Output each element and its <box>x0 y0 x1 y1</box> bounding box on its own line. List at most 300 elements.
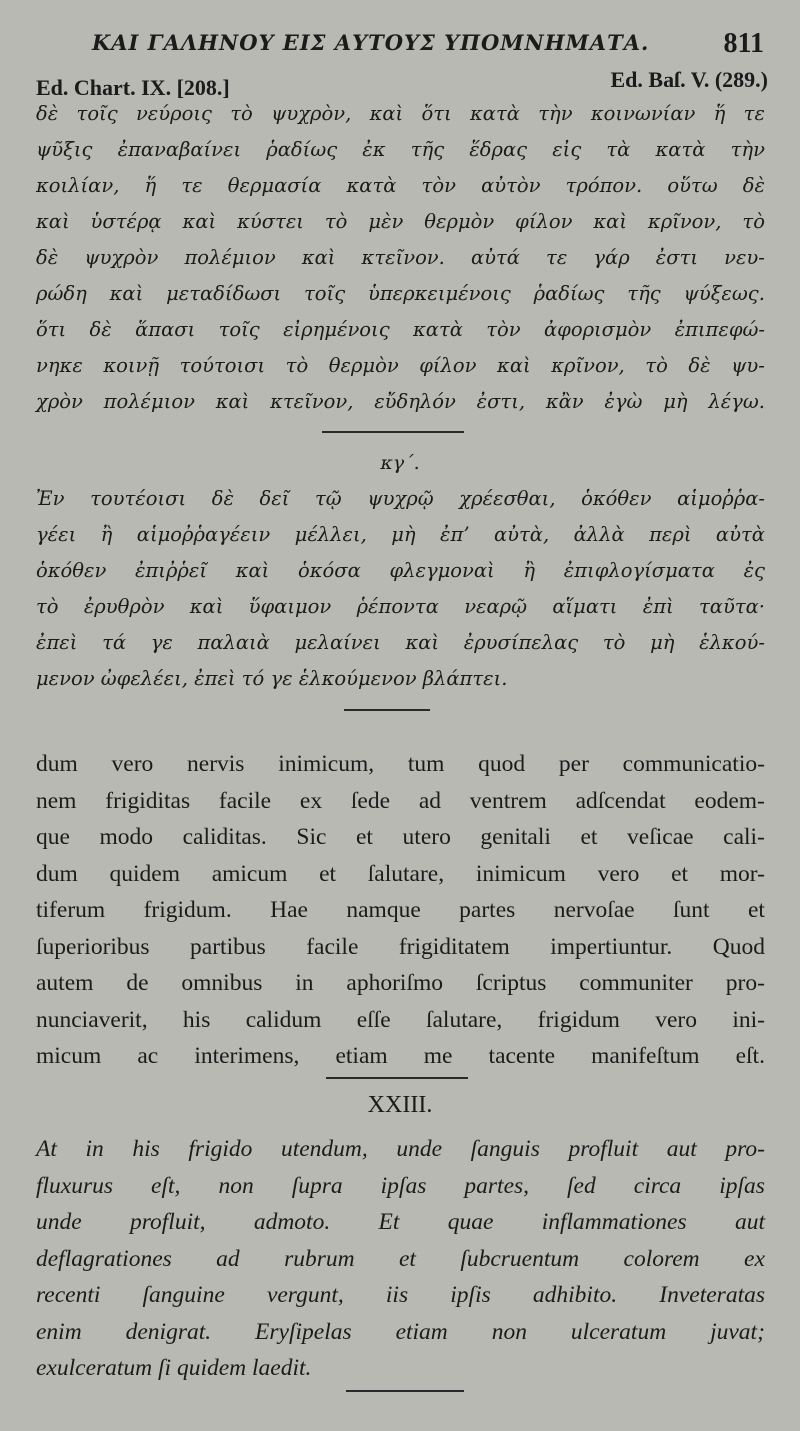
word: his <box>132 1136 160 1162</box>
word: νεαρῷ <box>464 595 528 618</box>
word: δὲ <box>89 318 112 341</box>
latin-aphorism-line <box>36 1314 765 1351</box>
word: ὁκόσα <box>298 559 361 582</box>
word: vero <box>111 751 154 777</box>
word: ἅπασι <box>135 318 196 341</box>
word: juvat; <box>710 1318 765 1345</box>
word: καὶ <box>36 210 70 233</box>
word: pro- <box>725 970 765 996</box>
word: πολέμιον <box>103 390 195 413</box>
word: ἐπιφλογίσματα <box>563 559 715 582</box>
word: mor- <box>719 860 765 887</box>
word: his <box>182 1006 211 1033</box>
word: communicatio- <box>622 751 765 777</box>
word: λέγω. <box>708 390 765 413</box>
word: γέει <box>36 523 77 546</box>
word: dum <box>36 860 78 887</box>
word: κατὰ <box>470 102 520 125</box>
word: αὐτά <box>470 246 520 269</box>
word: non <box>491 1318 527 1345</box>
word: τοῖς <box>218 318 260 341</box>
word: micum <box>36 1043 102 1069</box>
word: ſcriptus <box>475 970 547 996</box>
word: aphoriſmo <box>346 970 444 996</box>
word: et <box>671 860 689 887</box>
word: adſcendat <box>575 787 666 814</box>
word: ſed <box>567 1172 596 1199</box>
word: ἐγὼ <box>604 390 643 413</box>
word: omnibus <box>181 970 263 996</box>
word: eſt. <box>735 1043 765 1069</box>
word: adhibito. <box>532 1282 618 1308</box>
word: φίλον <box>515 210 573 233</box>
word: τοῖς <box>304 282 346 305</box>
word: αὐτὰ, <box>493 523 550 546</box>
word: κατὰ <box>655 138 706 161</box>
word: ῥέποντα <box>356 595 439 618</box>
word: ex <box>299 787 323 814</box>
word: ψῦξις <box>36 138 93 161</box>
page-number: 811 <box>723 28 764 59</box>
word: δὲ <box>36 102 59 125</box>
word: ἥ <box>713 102 726 125</box>
word: ἐπεὶ <box>36 631 78 654</box>
word: καὶ <box>369 102 404 125</box>
word: αἱμοῤῥα- <box>677 487 765 510</box>
latin-commentary <box>36 746 765 1075</box>
word: μεταδίδωσι <box>166 282 282 305</box>
word: αἱμοῤῥαγέειν <box>136 523 271 546</box>
word: vero <box>597 860 640 887</box>
latin-commentary-line <box>36 819 765 856</box>
latin-commentary-line <box>36 892 765 929</box>
word: κατὰ <box>346 174 397 197</box>
word: τε <box>546 246 568 269</box>
word: τὸ <box>230 102 253 125</box>
word: ὁκόθεν <box>581 487 652 510</box>
word: κοινῇ <box>103 354 160 377</box>
section-divider-rule <box>322 431 464 433</box>
word: unde <box>36 1209 82 1235</box>
word: ἥ <box>144 174 157 197</box>
word: ἑλκού- <box>699 631 765 654</box>
word: ταῦτα· <box>699 595 765 618</box>
word: ulceratum <box>570 1318 667 1345</box>
word: ἐς <box>743 559 765 582</box>
word: nem <box>36 787 77 814</box>
word: τοῖς <box>76 102 118 125</box>
word: κύστει <box>237 210 304 233</box>
word: ἐστι, <box>476 390 526 413</box>
word: Inveteratas <box>659 1282 765 1308</box>
word: ini- <box>732 1006 765 1033</box>
word: αἵματι <box>552 595 618 618</box>
word: frigiditatem <box>398 933 510 960</box>
word: nunciaverit, <box>36 1006 148 1033</box>
word: Hae <box>270 897 308 923</box>
word: Quod <box>712 933 765 960</box>
word: τά <box>102 631 127 654</box>
greek-commentary-line <box>36 96 765 132</box>
word: autem <box>36 970 94 996</box>
word: ac <box>137 1043 159 1069</box>
word: δὲ <box>742 174 765 197</box>
word: communiter <box>579 970 693 996</box>
word: μέλλει, <box>294 523 367 546</box>
word: δὲ <box>211 487 234 510</box>
word: ad <box>418 787 441 814</box>
word: ἐρυσίπελας <box>463 631 579 654</box>
edition-reference-left: Ed. Chart. IX. [208.] <box>36 75 230 100</box>
word: εἰρημένοις <box>283 318 390 341</box>
word: rubrum <box>284 1245 355 1272</box>
word: dum <box>36 751 78 777</box>
word: amicum <box>211 860 288 887</box>
word: μελαίνει <box>294 631 381 654</box>
word: eſſe <box>356 1006 391 1033</box>
word: θερμὸν <box>424 210 495 233</box>
word: de <box>126 970 149 996</box>
word: καὶ <box>593 210 627 233</box>
word: τῆς <box>627 282 661 305</box>
word: et <box>398 1245 416 1272</box>
word: τὴν <box>538 102 573 125</box>
word: aut <box>666 1136 697 1162</box>
word: κτεῖνον, <box>270 390 354 413</box>
word: τῷ <box>315 487 342 510</box>
section-divider-rule <box>326 1077 468 1079</box>
word: τούτοισι <box>179 354 266 377</box>
word: etiam <box>335 1043 388 1069</box>
latin-aphorism-line: exulceratum ſi quidem laedit. <box>36 1355 312 1381</box>
word: interimens, <box>194 1043 300 1069</box>
greek-commentary-line <box>36 384 765 420</box>
word: quidem <box>109 860 180 887</box>
word: inimicum, <box>278 751 375 777</box>
word: παλαιὰ <box>197 631 270 654</box>
word: ſalutare, <box>367 860 445 887</box>
word: ὕφαιμον <box>248 595 332 618</box>
word: Ἐν <box>36 487 65 510</box>
word: quod <box>478 751 526 777</box>
word: ventrem <box>469 787 547 814</box>
word: deflagrationes <box>36 1245 172 1272</box>
greek-aphorism <box>36 481 765 697</box>
word: ψυχρὸν, <box>271 102 352 125</box>
word: εἰς <box>552 138 582 161</box>
greek-commentary-line <box>36 204 765 240</box>
word: enim <box>36 1318 82 1345</box>
word: καὶ <box>109 282 144 305</box>
word: tum <box>407 751 445 777</box>
word: χρέεσθαι, <box>459 487 556 510</box>
word: νευ- <box>724 246 765 269</box>
word: pro- <box>725 1136 765 1162</box>
word: τὸ <box>285 354 309 377</box>
word: αὐτὰ <box>715 523 765 546</box>
word: At <box>36 1136 57 1162</box>
word: κρῖνον, <box>647 210 722 233</box>
word: τὰ <box>606 138 631 161</box>
word: ἐπὶ <box>642 595 674 618</box>
word: partibus <box>190 933 266 960</box>
word: κοινωνίαν <box>590 102 696 125</box>
word: νεύροις <box>135 102 212 125</box>
word: veſicae <box>627 824 694 850</box>
word: τῆς <box>410 138 445 161</box>
latin-section-number: XXIII. <box>367 1092 433 1118</box>
word: vero <box>655 1006 697 1033</box>
section-divider-rule <box>344 709 430 711</box>
word: ἀλλὰ <box>573 523 625 546</box>
word: iis <box>385 1282 409 1308</box>
greek-commentary-line <box>36 348 765 384</box>
word: inimicum <box>475 860 566 887</box>
word: νηκε <box>36 354 83 377</box>
greek-aphorism-line <box>36 517 765 553</box>
latin-commentary-line <box>36 1002 765 1039</box>
word: τὸ <box>742 210 765 233</box>
word: colorem <box>623 1245 700 1272</box>
word: τὸν <box>421 174 456 197</box>
word: κτεῖνον. <box>361 246 445 269</box>
word: ſunt <box>673 897 710 923</box>
word: εὔδηλόν <box>374 390 456 413</box>
word: ſuperioribus <box>36 933 150 960</box>
word: denigrat. <box>125 1318 212 1345</box>
word: θερμασία <box>227 174 322 197</box>
word: γάρ <box>593 246 630 269</box>
running-header-title: ΚΑΙ ΓΑΛΗΝΟΥ ΕΙΣ ΑΥΤΟΥΣ ΥΠΟΜΝΗΜΑΤΑ. <box>92 30 650 55</box>
word: ὑστέρᾳ <box>90 210 162 233</box>
greek-commentary-line <box>36 132 765 168</box>
word: μὴ <box>391 523 416 546</box>
word: τρόπον. <box>565 174 643 197</box>
section-divider-rule <box>346 1390 464 1392</box>
word: aut <box>734 1209 765 1235</box>
word: utero <box>402 824 451 850</box>
word: ὅτι <box>421 102 452 125</box>
word: ἐπ’ <box>440 523 470 546</box>
word: καὶ <box>182 210 217 233</box>
word: ψυ- <box>731 354 765 377</box>
word: facile <box>218 787 272 814</box>
latin-commentary-line <box>36 856 765 893</box>
word: κατὰ <box>412 318 463 341</box>
latin-commentary-line <box>36 965 765 1002</box>
word: ipſis <box>450 1282 491 1308</box>
word: τὸ <box>645 354 668 377</box>
latin-commentary-line <box>36 783 765 820</box>
word: calidum <box>245 1006 322 1033</box>
word: que <box>36 824 70 850</box>
word: περὶ <box>649 523 692 546</box>
word: ψυχρὸν <box>84 246 159 269</box>
word: ὁκόθεν <box>36 559 107 582</box>
word: quae <box>447 1209 494 1235</box>
word: vergunt, <box>266 1282 344 1308</box>
word: κρῖνον, <box>551 354 625 377</box>
word: γε <box>150 631 173 654</box>
word: οὕτω <box>667 174 718 197</box>
word: ſanguine <box>142 1282 225 1308</box>
word: circa <box>633 1172 682 1199</box>
greek-aphorism-line <box>36 625 765 661</box>
word: καὶ <box>405 631 440 654</box>
word: χρὸν <box>36 390 83 413</box>
word: φίλον <box>419 354 477 377</box>
word: τὸ <box>36 595 59 618</box>
greek-commentary <box>36 96 765 420</box>
word: me <box>423 1043 453 1069</box>
word: ἀφορισμὸν <box>544 318 652 341</box>
word: nervis <box>187 751 245 777</box>
word: τε <box>181 174 203 197</box>
word: τὸ <box>324 210 348 233</box>
word: facile <box>306 933 359 960</box>
word: partes <box>459 897 516 923</box>
word: ὑπερκειμένοις <box>367 282 511 305</box>
word: μὴ <box>650 631 675 654</box>
latin-aphorism-line <box>36 1277 765 1314</box>
word: in <box>295 970 314 996</box>
latin-commentary-line <box>36 746 765 783</box>
word: nervoſae <box>553 897 635 923</box>
word: recenti <box>36 1282 101 1308</box>
word: partes, <box>464 1172 530 1199</box>
word: impertiuntur. <box>550 933 673 960</box>
greek-aphorism-line <box>36 481 765 517</box>
latin-aphorism-line <box>36 1131 765 1168</box>
word: in <box>85 1136 104 1162</box>
word: frigido <box>188 1136 253 1162</box>
word: αὐτὸν <box>481 174 541 197</box>
word: admoto. <box>253 1209 331 1235</box>
word: καὶ <box>235 559 270 582</box>
word: δὲ <box>688 354 711 377</box>
word: utendum, <box>280 1136 368 1162</box>
word: ſupra <box>291 1172 343 1199</box>
word: Et <box>378 1209 400 1235</box>
word: καὶ <box>497 354 531 377</box>
latin-commentary-line <box>36 1038 765 1075</box>
greek-commentary-line <box>36 168 765 204</box>
word: ὅτι <box>36 318 67 341</box>
latin-commentary-line <box>36 929 765 966</box>
word: δὲ <box>36 246 59 269</box>
word: manifeſtum <box>591 1043 700 1069</box>
word: et <box>580 824 598 850</box>
word: ἢ <box>100 523 113 546</box>
word: modo <box>99 824 154 850</box>
word: ſalutare, <box>425 1006 503 1033</box>
word: καὶ <box>215 390 250 413</box>
greek-commentary-line <box>36 276 765 312</box>
word: unde <box>396 1136 443 1162</box>
word: ἢ <box>523 559 536 582</box>
word: ψυχρῷ <box>367 487 434 510</box>
word: ψύξεως. <box>683 282 765 305</box>
word: ῥαδίως <box>533 282 605 305</box>
word: profluit, <box>130 1209 206 1235</box>
word: tacente <box>488 1043 556 1069</box>
word: ἐπιπεφώ- <box>674 318 765 341</box>
word: κοιλίαν, <box>36 174 120 197</box>
word: frigiditas <box>105 787 191 814</box>
word: τὸν <box>486 318 521 341</box>
word: μὴ <box>663 390 688 413</box>
word: τουτέοισι <box>90 487 187 510</box>
greek-aphorism-line <box>36 589 765 625</box>
word: genitali <box>480 824 551 850</box>
word: frigidum <box>537 1006 620 1033</box>
greek-section-number: κγ΄. <box>380 452 420 474</box>
word: καὶ <box>189 595 224 618</box>
greek-aphorism-line: μενον ὠφελέει, ἐπεὶ τό γε ἑλκούμενον βλάπτει. <box>36 667 508 690</box>
word: eodem- <box>694 787 765 814</box>
word: inflammationes <box>541 1209 687 1235</box>
word: ipſas <box>380 1172 427 1199</box>
word: eſt, <box>151 1172 181 1199</box>
latin-aphorism-line <box>36 1204 765 1241</box>
word: καὶ <box>301 246 336 269</box>
word: Eryſipelas <box>255 1318 352 1345</box>
word: τὸ <box>602 631 626 654</box>
word: ῥαδίως <box>266 138 338 161</box>
greek-commentary-line <box>36 312 765 348</box>
greek-commentary-line <box>36 240 765 276</box>
word: tiferum <box>36 897 106 923</box>
word: et <box>747 897 765 923</box>
word: ἐκ <box>362 138 386 161</box>
word: τε <box>743 102 765 125</box>
word: caliditas. <box>182 824 267 850</box>
word: τὴν <box>730 138 765 161</box>
word: namque <box>346 897 421 923</box>
latin-aphorism-line <box>36 1168 765 1205</box>
word: fluxurus <box>36 1172 114 1199</box>
word: etiam <box>395 1318 448 1345</box>
word: ipſas <box>719 1172 765 1199</box>
word: ſede <box>350 787 391 814</box>
word: ἐπαναβαίνει <box>117 138 242 161</box>
word: ἐστι <box>655 246 699 269</box>
word: θερμὸν <box>328 354 399 377</box>
word: ρώδη <box>36 282 87 305</box>
word: frigidum. <box>143 897 232 923</box>
word: non <box>218 1172 254 1199</box>
word: et <box>319 860 337 887</box>
latin-aphorism <box>36 1131 765 1387</box>
word: et <box>356 824 373 850</box>
latin-aphorism-line <box>36 1241 765 1278</box>
word: ſanguis <box>470 1136 540 1162</box>
word: πολέμιον <box>184 246 276 269</box>
word: φλεγμοναὶ <box>389 559 495 582</box>
word: δεῖ <box>259 487 290 510</box>
word: ex <box>744 1245 765 1272</box>
word: ἐπιῤῥεῖ <box>135 559 207 582</box>
word: ad <box>216 1245 240 1272</box>
word: ἕδρας <box>469 138 528 161</box>
word: per <box>558 751 589 777</box>
word: Sic <box>296 824 327 850</box>
word: profluit <box>568 1136 639 1162</box>
word: cali- <box>723 824 765 850</box>
greek-aphorism-line <box>36 553 765 589</box>
word: κἂν <box>545 390 584 413</box>
word: μὲν <box>368 210 404 233</box>
